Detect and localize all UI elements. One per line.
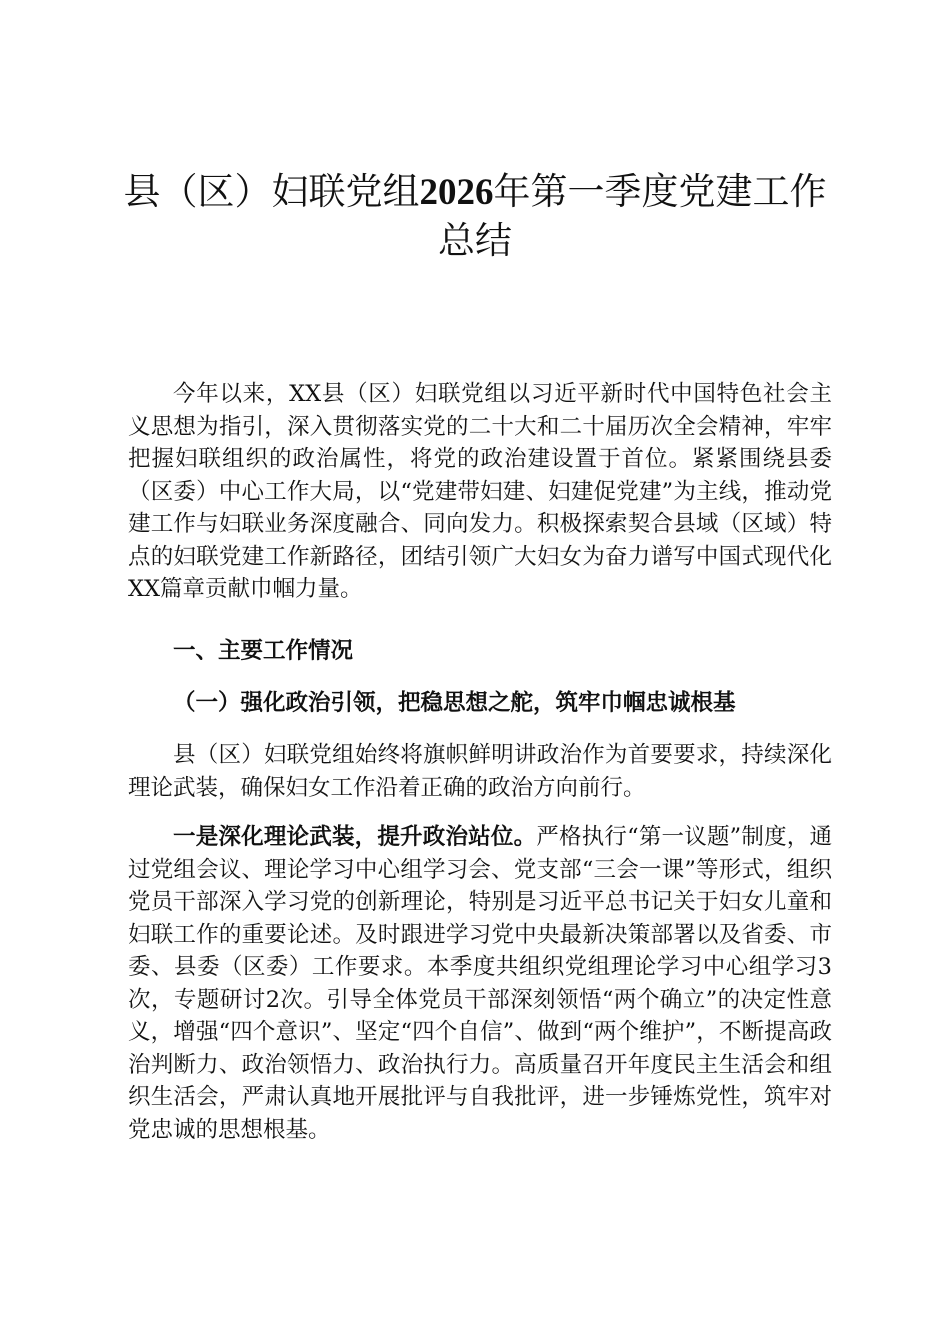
subsection-heading: （一）强化政治引领，把稳思想之舵，筑牢巾帼忠诚根基 (173, 690, 736, 716)
detail-paragraph (128, 821, 832, 1146)
paragraph-body: 严格执行“第一议题”制度，通过党组会议、理论学习中心组学习会、党支部“三会一课”等形式，组织党员干部深入学习党的创新理论，特别是习近平总书记关于妇女儿童和妇联工作的重要论述。及时跟进学习党中央最新决策部署以及省委、市委、县委（区委）工作要求。本季度共组织党组理论学习中心组学习3次，专题研讨2次。引导全体党员干部深刻领悟“两个确立”的决定性意义，增强“四个意识”、坚定“四个自信”、做到“两个维护”，不断提高政治判断力、政治领悟力、政治执行力。高质量召开年度民主生活会和组织生活会，严肃认真地开展批评与自我批评，进一步锤炼党性，筑牢对党忠诚的思想根基。 (128, 824, 832, 1143)
title-part2: 年第一季度党建工作 (493, 170, 827, 213)
subsection-intro-paragraph: 县（区）妇联党组始终将旗帜鲜明讲政治作为首要要求，持续深化理论武装，确保妇女工作沿着正确的政治方向前行。 (128, 742, 832, 801)
intro-paragraph: 今年以来，XX县（区）妇联党组以习近平新时代中国特色社会主义思想为指引，深入贯彻落实党的二十大和二十届历次全会精神，牢牢把握妇联组织的政治属性，将党的政治建设置于首位。紧紧围绕县委（区委）中心工作大局，以“党建带妇建、妇建促党建”为主线，推动党建工作与妇联业务深度融合、同向发力。积极探索契合县域（区域）特点的妇联党建工作新路径，团结引领广大妇女为奋力谱写中国式现代化XX篇章贡献巾帼力量。 (128, 381, 832, 602)
title-part1: 县（区）妇联党组 (123, 170, 420, 213)
paragraph-lead: 一是深化理论武装，提升政治站位。 (173, 824, 537, 850)
title-year: 2026 (419, 172, 494, 213)
section-heading: 一、主要工作情况 (173, 638, 354, 664)
title-line2: 总结 (438, 219, 512, 262)
document-title (120, 168, 830, 265)
